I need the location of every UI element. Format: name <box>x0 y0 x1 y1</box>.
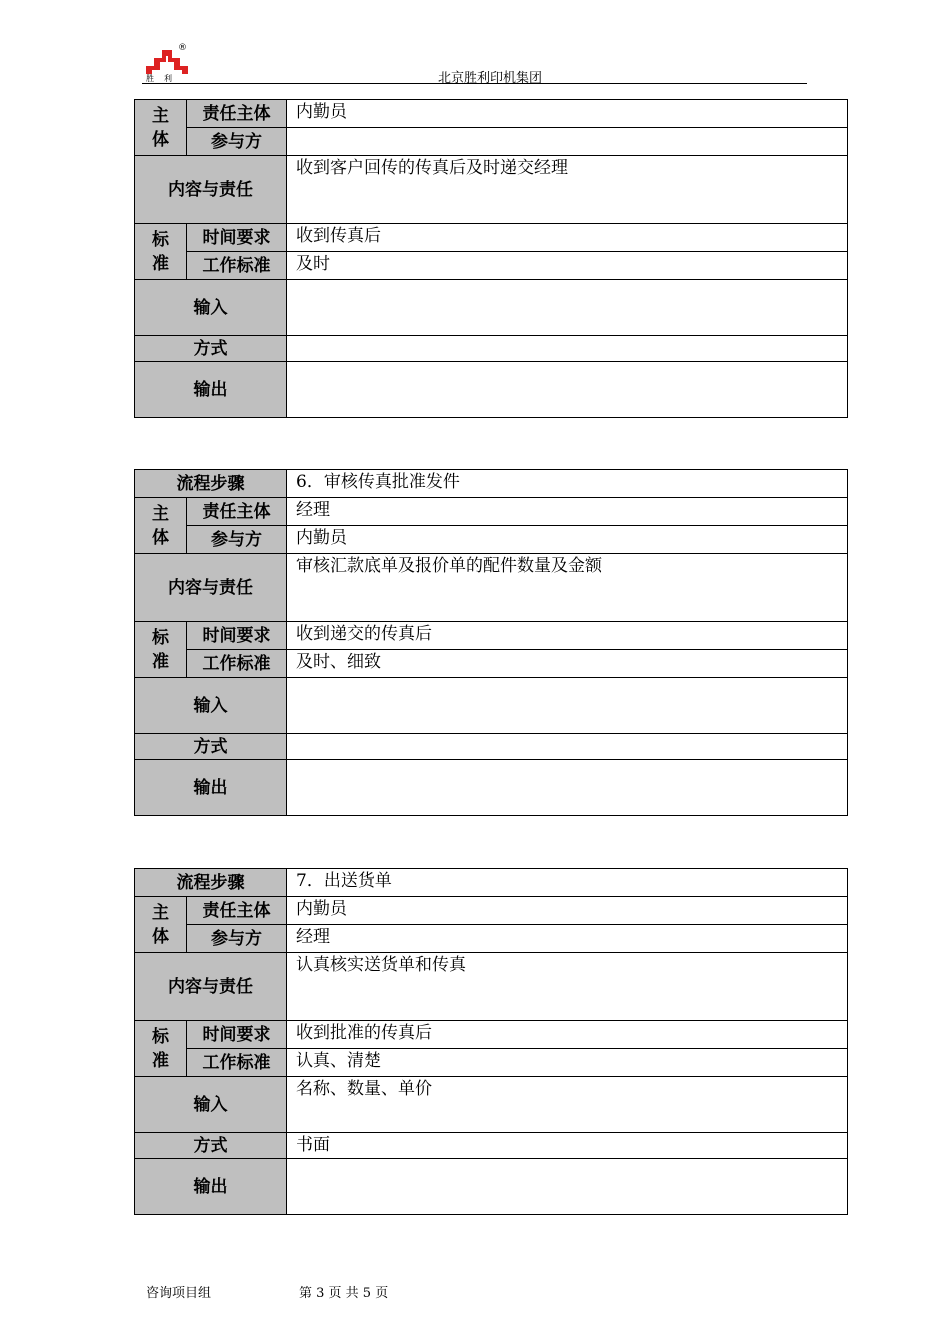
participant-label: 参与方 <box>187 526 287 554</box>
work-std-value: 认真、清楚 <box>287 1049 848 1077</box>
method-value: 书面 <box>287 1133 848 1159</box>
footer-page-number: 第 3 页 共 5 页 <box>299 1286 389 1301</box>
content-value: 认真核实送货单和传真 <box>287 953 848 1021</box>
output-value <box>287 1159 848 1215</box>
input-label: 输入 <box>135 1077 287 1133</box>
input-value <box>287 280 848 336</box>
time-req-label: 时间要求 <box>187 622 287 650</box>
subject-label: 主体 <box>135 100 187 156</box>
time-req-value: 收到传真后 <box>287 224 848 252</box>
content-value: 收到客户回传的传真后及时递交经理 <box>287 156 848 224</box>
input-label: 输入 <box>135 280 287 336</box>
content-label: 内容与责任 <box>135 156 287 224</box>
work-std-value: 及时 <box>287 252 848 280</box>
flow-step-label: 流程步骤 <box>135 470 287 498</box>
flow-step-value: 6．审核传真批准发件 <box>287 470 848 498</box>
content-value: 审核汇款底单及报价单的配件数量及金额 <box>287 554 848 622</box>
standard-label: 标准 <box>135 224 187 280</box>
responsible-label: 责任主体 <box>187 498 287 526</box>
subject-label: 主体 <box>135 897 187 953</box>
process-table-1 <box>134 99 848 418</box>
participant-label: 参与方 <box>187 925 287 953</box>
responsible-value: 内勤员 <box>287 897 848 925</box>
work-std-label: 工作标准 <box>187 252 287 280</box>
method-value <box>287 734 848 760</box>
header-rule <box>142 83 807 84</box>
process-table-3 <box>134 868 848 1215</box>
input-label: 输入 <box>135 678 287 734</box>
output-label: 输出 <box>135 362 287 418</box>
participant-value: 经理 <box>287 925 848 953</box>
participant-label: 参与方 <box>187 128 287 156</box>
participant-value <box>287 128 848 156</box>
method-label: 方式 <box>135 1133 287 1159</box>
standard-label: 标准 <box>135 1021 187 1077</box>
input-value: 名称、数量、单价 <box>287 1077 848 1133</box>
flow-step-label: 流程步骤 <box>135 869 287 897</box>
standard-label: 标准 <box>135 622 187 678</box>
subject-label: 主体 <box>135 498 187 554</box>
output-label: 输出 <box>135 760 287 816</box>
participant-value: 内勤员 <box>287 526 848 554</box>
work-std-value: 及时、细致 <box>287 650 848 678</box>
process-table-2 <box>134 469 848 816</box>
output-value <box>287 760 848 816</box>
logo-text: 胜利 <box>146 74 182 83</box>
output-value <box>287 362 848 418</box>
time-req-value: 收到递交的传真后 <box>287 622 848 650</box>
content-label: 内容与责任 <box>135 953 287 1021</box>
output-label: 输出 <box>135 1159 287 1215</box>
time-req-value: 收到批准的传真后 <box>287 1021 848 1049</box>
input-value <box>287 678 848 734</box>
responsible-label: 责任主体 <box>187 897 287 925</box>
responsible-label: 责任主体 <box>187 100 287 128</box>
company-name: 北京胜利印机集团 <box>438 71 543 86</box>
work-std-label: 工作标准 <box>187 1049 287 1077</box>
time-req-label: 时间要求 <box>187 1021 287 1049</box>
responsible-value: 内勤员 <box>287 100 848 128</box>
time-req-label: 时间要求 <box>187 224 287 252</box>
method-value <box>287 336 848 362</box>
content-label: 内容与责任 <box>135 554 287 622</box>
flow-step-value: 7．出送货单 <box>287 869 848 897</box>
responsible-value: 经理 <box>287 498 848 526</box>
registered-mark: ® <box>178 43 187 53</box>
footer-project-group: 咨询项目组 <box>146 1286 212 1301</box>
work-std-label: 工作标准 <box>187 650 287 678</box>
method-label: 方式 <box>135 336 287 362</box>
method-label: 方式 <box>135 734 287 760</box>
